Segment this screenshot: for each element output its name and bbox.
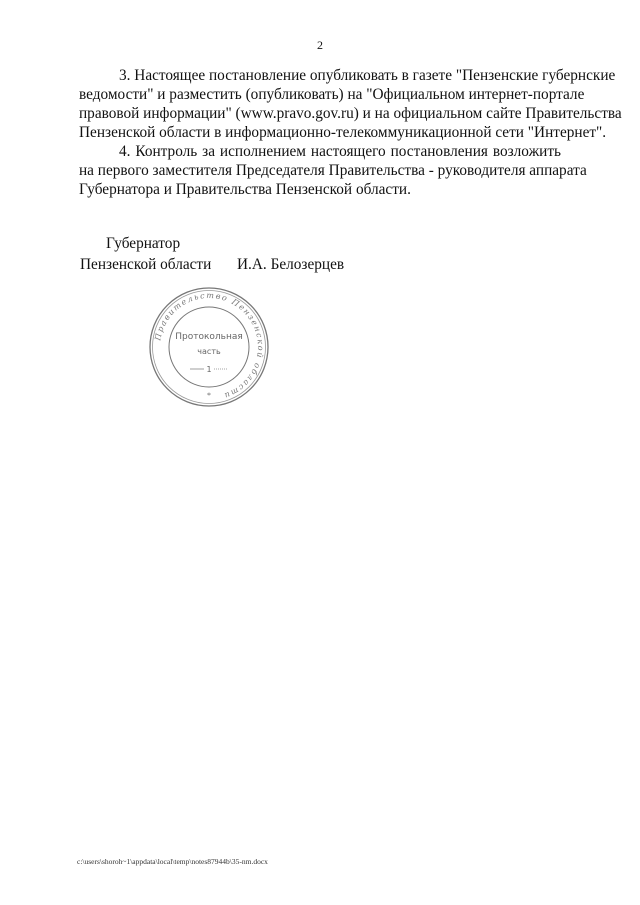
seal-inner-line2: часть — [197, 347, 221, 356]
signature-title-line2: Пензенской области — [80, 256, 212, 273]
text-line: Губернатора и Правительства Пензенской области. — [79, 181, 411, 198]
document-body — [79, 66, 622, 199]
text-line: 3. Настоящее постановление опубликовать в газете "Пензенские губернские — [119, 67, 616, 84]
paragraph-3 — [79, 66, 622, 142]
seal-outer-text: Правительство Пензенской области — [153, 290, 266, 401]
official-seal — [148, 286, 270, 408]
paragraph-4 — [79, 142, 587, 199]
seal-inner-line1: Протокольная — [175, 332, 243, 342]
text-line: 4. Контроль за исполнением настоящего постановления возложить — [119, 143, 561, 160]
seal-star-icon: * — [207, 391, 211, 400]
page-number: 2 — [317, 38, 323, 52]
text-line: Пензенской области в информационно-телекоммуникационной сети "Интернет". — [79, 124, 607, 141]
seal-inner-line3: 1 — [206, 365, 212, 374]
text-line: правовой информации" (www.pravo.gov.ru) и на официальном сайте Правительства — [79, 105, 622, 122]
text-line: на первого заместителя Председателя Правительства - руководителя аппарата — [79, 162, 587, 179]
signature-name: И.А. Белозерцев — [237, 256, 345, 273]
signature-title-line1: Губернатор — [106, 235, 181, 252]
footer-file-path: c:\users\shoroh~1\appdata\local\temp\notes87944b\35-nm.docx — [77, 857, 268, 866]
text-line: ведомости" и разместить (опубликовать) на "Официальном интернет-портале — [79, 86, 585, 103]
